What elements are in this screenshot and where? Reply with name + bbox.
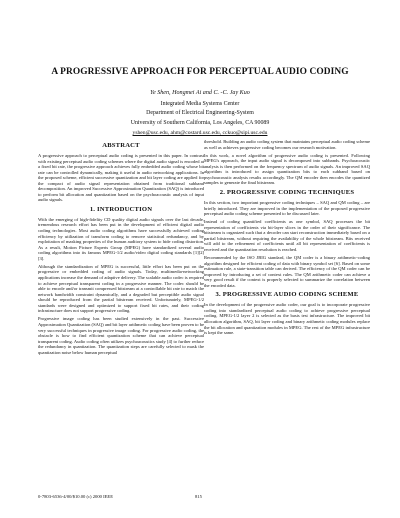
right-column xyxy=(204,139,370,338)
affiliation-line-1: Integrated Media Systems Center xyxy=(160,101,240,107)
intro-paragraph-3: Progressive image coding has been studied extensively in the past. Successive Approximation Quantization (SAQ) and bit layer arithmetic coding have been proven to be very successful techniques in progressive image coding. For progressive audio coding, the obstacle is how to find efficient quantization scheme that can achieve perceptual transparent coding. Audio coding often utilizes psychoacoustics study [4] to further reduce the redundancy in quantization. The quantization steps are carefully selected to mask the quantization noise below human perceptual xyxy=(38,316,204,355)
introduction-heading: 1. INTRODUCTION xyxy=(89,205,153,213)
affiliation-line-3: University of Southern California, Los Angeles, CA 90089 xyxy=(130,120,270,126)
section-3-paragraph-1: In the development of the progressive audio coder, our goal is to incorporate progressive coding into standardized perceptual audio coding to achieve progressive perceptual coding. MPEG-1/2 layer 2 is selected as the basis test infrastructure. The improved bit allocation algorithm, SAQ, bit layer coding and binary arithmetic coding modules replace the bit allocation and quantization modules in MPEG. The rest of the MPEG infrastructure is kept the same. xyxy=(204,302,370,336)
section-2-heading: 2. PROGRESSIVE CODING TECHNIQUES xyxy=(219,188,355,196)
affiliation-line-2: Department of Electrical Engineering-System xyxy=(146,110,254,116)
abstract-text: A progressive approach to perceptual audio coding is presented in this paper. In contrast with existing perceptual audio coding schemes where the digital audio signal is encoded at a fixed bit rate, the progressive approach achieves fully embedded audio coding whose bit rate can be controlled dynamically, making it useful in audio networking applications. In the proposed scheme, efficient successive quantization and bit layer coding are applied for the compact of audio signal representation obtained from traditional subband decomposition. An improved Successive Approximation Quantization (SAQ) is introduced to perform bit allocation and quantization based on the psychoacoustic analysis of input audio signals. xyxy=(38,153,204,203)
intro-paragraph-1: With the emerging of high-fidelity CD quality digital audio signals over the last decade, tremendous research effort has been put in the development of efficient digital audio coding technologies. Most audio coding algorithms have successfully achieved coding efficiency by utilization of transform coding to remove statistical redundancy, and by exploitation of masking properties of the human auditory system to hide coding distortion. As a result, Motion Picture Experts Group (MPEG) have standardized several audio coding algorithms into its famous MPEG-1/2 audio/video digital coding standards [1][2][3]. xyxy=(38,216,204,261)
paper-title: A PROGRESSIVE APPROACH FOR PERCEPTUAL AUDIO CODING xyxy=(51,67,349,77)
author-emails[interactable]: yshen@usc.edu, ahm@costard.usc.edu, cckuo@sipi.usc.edu xyxy=(132,130,268,136)
section-2-paragraph-2: Instead of coding quantified coefficients as one symbol, SAQ processes the bit representation of coefficients via bit-layer slices in the order of their significance. The bitstream is organized such that a decoder can start reconstruction immediately based on a partial bitstream, without requiring the availability of the whole bitstream. Bits received will add to the refinement of coefficients until all bit representation of coefficients is received and the quantization resolution is reached. xyxy=(204,219,370,252)
section-3-heading: 3. PROGRESSIVE AUDIO CODING SCHEME xyxy=(215,291,359,299)
intro-paragraph-2: Although the standardization of MPEG is successful, little effort has been put on the progressive or embedded coding of audio signals. Today, multimedia-networking applications increase the demand of adaptive delivery. The scalable audio codec is required to achieve perceptual transparent coding in a progressive manner. The codec should be able to encode and/or transmit compressed bitstream at a controllable bit rate to match the network bandwidth constraint dynamically, and a degraded but perceptible audio signal should be reproduced from the partial bitstream received. Unfortunately, MPEG-1/2 standards were designed and optimized to support fixed bit rates, and their coding infrastructure does not support progressive coding. xyxy=(38,263,204,314)
copyright-footer: 0-7803-6536-4/00/$10.00 (c) 2000 IEEE xyxy=(38,494,114,499)
intro-continued-paragraph-1: threshold. Building an audio coding system that maintains perceptual audio coding scheme as well as achieves progressive coding becomes our research motivation. xyxy=(204,139,370,150)
section-2-paragraph-3: Recommended by the ISO JBIG standard, the QM coder is a binary arithmetic-coding algorithm designed for efficient coding of data with binary symbol set [6]. Based on some estimation rule, a state-transition table can derived. The efficiency of the QM coder can be improved by introducing a set of context rules. The QM arithmetic coder can achieve a very good result if the context is properly selected to summarize the correlation between the encoded data. xyxy=(204,255,370,288)
intro-continued-paragraph-2: In this work, a novel algorithm of progressive audio coding is presented. Following MPEG's approach, the input audio signal is decomposed into subbands. Psychoacoustic analysis is then performed on the frequency spectrum of audio signals. An improved SAQ algorithm is introduced to assign quantization bits to each subband based on psychoacoustic analysis results accordingly. The QM encoder then encodes the quantized samples to generate the final bitstream. xyxy=(204,152,370,186)
left-column xyxy=(38,139,204,358)
abstract-heading: ABSTRACT xyxy=(102,142,140,149)
page-number: 815 xyxy=(195,494,202,499)
author-list: Ye Shen, Hongmei Ai and C. -C. Jay Kuo xyxy=(150,90,250,96)
section-2-paragraph-1: In this section, two important progressive coding techniques – SAQ and QM coding – are briefly introduced. They are improved in the implementation of the proposed progressive perceptual audio coding scheme presented to be discussed later. xyxy=(204,199,370,217)
